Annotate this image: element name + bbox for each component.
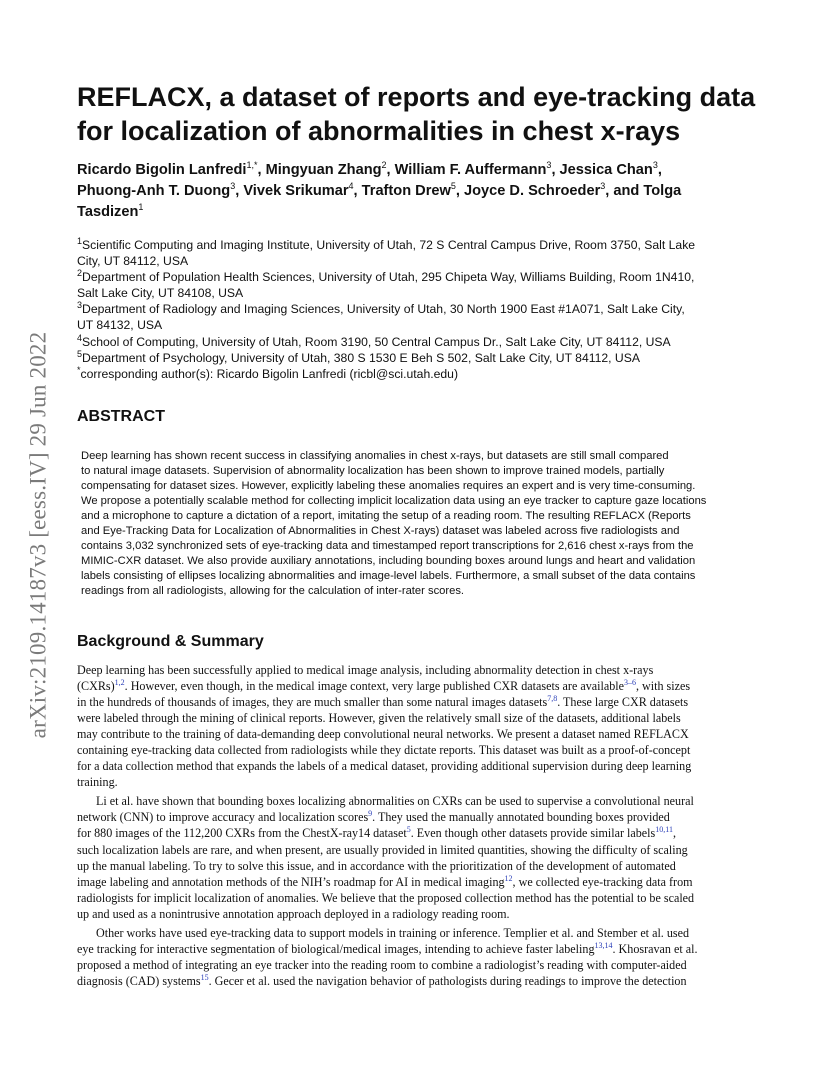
affiliation-line: $^3$Department of Radiology and Imaging Sciences, University of Utah, 30 North 1900 East #1A071, Salt Lake City, [77, 300, 685, 317]
paragraph-3 [77, 925, 753, 989]
reference-superscript: 1,* [246, 160, 258, 171]
body-line: up and used as a nonintrusive annotation approach deployed in a radiology reading room. [77, 906, 510, 921]
abstract-line: and a microphone to capture a dictation of a report, imitating the setup of a reading room. The resulting REFLACX (Reports [81, 509, 691, 522]
body-line: containing eye-tracking data collected from radiologists while they dictate reports. This dataset was built as a proof-of-concept [77, 743, 691, 758]
reference-superscript: 4 [348, 181, 354, 192]
arxiv-identifier-stamp [20, 290, 56, 780]
body-line: network (CNN) to improve accuracy and localization scores$^9$. They used the manually annotated bounding boxes provided [77, 809, 670, 825]
affiliation-line: Salt Lake City, UT 84108, USA [77, 286, 244, 301]
author-list [77, 160, 767, 223]
title-line-2: for localization of abnormalities in chest x-rays [77, 116, 681, 146]
reference-superscript: 3 [652, 160, 658, 171]
body-line: Li et al. have shown that bounding boxes localizing abnormalities on CXRs can be used to supervise a convolutional neural [96, 794, 694, 809]
body-line: for a data collection method that expands the labels of a medical dataset, providing additional supervision during deep learning [77, 759, 692, 774]
affiliation-line: UT 84132, USA [77, 318, 163, 333]
reference-superscript: 9 [368, 809, 373, 819]
body-line: for 880 images of the 112,200 CXRs from the ChestX-ray14 dataset$^5$. Even though other datasets provide similar labels$^{10,11}$, [77, 825, 676, 841]
reference-superscript: 3 [77, 300, 83, 311]
affiliation-list [77, 237, 767, 382]
abstract-line: compensating for dataset sizes. However, explicitly labeling these anomalies requires an expert and is very time-consuming. [81, 479, 696, 492]
reference-superscript: 5 [450, 181, 456, 192]
author-line-2: Phuong-Anh T. Duong$^3$, Vivek Srikumar$^4$, Trafton Drew$^5$, Joyce D. Schroeder$^3$, and Tolga [77, 181, 682, 199]
reference-superscript: 1,2 [114, 678, 125, 688]
abstract-line: MIMIC-CXR dataset. We also provide auxiliary annotations, including bounding boxes around lungs and heart and validation [81, 554, 696, 567]
reference-superscript: 3 [546, 160, 552, 171]
abstract-body [81, 449, 751, 599]
body-line: may contribute to the training of data-demanding deep convolutional neural networks. We present a dataset named REFLACX [77, 727, 689, 742]
body-line: were labeled through the mining of clinical reports. However, given the relatively small size of the datasets, additional labels [77, 711, 681, 726]
reference-superscript: 2 [77, 268, 83, 279]
paragraph-1 [77, 662, 753, 790]
abstract-line: contains 3,032 synchronized sets of eye-tracking data and timestamped report transcriptions for 2,616 chest x-rays from the [81, 539, 694, 552]
affiliation-line: $^1$Scientific Computing and Imaging Institute, University of Utah, 72 S Central Campus Drive, Room 3750, Salt Lake [77, 235, 696, 252]
paragraph-2 [77, 793, 753, 921]
abstract-line: and Eye-Tracking Data for Localization of Abnormalities in Chest X-rays) dataset was labeled across five radiologists and [81, 524, 680, 537]
author-line-1: Ricardo Bigolin Lanfredi$^{1,*}$, Mingyuan Zhang$^2$, William F. Auffermann$^3$, Jessica Chan$^3$, [77, 160, 662, 178]
reference-superscript: 10,11 [655, 825, 673, 835]
body-line: Other works have used eye-tracking data to support models in training or inference. Templier et al. and Stember et al. used [96, 925, 690, 940]
body-line: Deep learning has been successfully applied to medical image analysis, including abnormality detection in chest x-rays [77, 663, 654, 677]
abstract-line: labels consisting of ellipses localizing abnormalities and image-level labels. Furthermore, a small subset of the data contains [81, 569, 696, 582]
background-body [77, 662, 753, 989]
body-line: proposed a method of integrating an eye tracker into the reading room to combine a radiologist’s reading with computer-aided [77, 957, 687, 972]
reference-superscript: 2 [381, 160, 387, 171]
abstract-line: readings from all radiologists, allowing for the calculation of inter-rater scores. [81, 584, 465, 597]
affiliation-line: City, UT 84112, USA [77, 254, 189, 269]
reference-superscript: 7,8 [547, 694, 558, 704]
paper-title [77, 80, 767, 148]
author-line-3: Tasdizen$^1$ [77, 202, 144, 220]
body-line: (CXRs)$^{1,2}$. However, even though, in the medical image context, very large published CXR datasets are available$^{3-6}$, with sizes [77, 678, 691, 694]
body-line: image labeling and annotation methods of the NIH’s roadmap for AI in medical imaging$^{12}$, we collected eye-tracking data from [77, 873, 693, 889]
background-heading: Background & Summary [77, 633, 264, 650]
reference-superscript: 5 [77, 348, 83, 359]
arxiv-identifier-text: arXiv:2109.14187v3 [eess.IV] 29 Jun 2022 [25, 331, 50, 739]
reference-superscript: 3 [600, 181, 606, 192]
reference-superscript: * [77, 364, 81, 375]
reference-superscript: 4 [77, 332, 83, 343]
reference-superscript: 1 [77, 235, 83, 246]
body-line: training. [77, 775, 118, 790]
abstract-line: to natural image datasets. Supervision of abnormality localization has been shown to improve trained models, partially [81, 464, 665, 477]
affiliation-line: $^5$Department of Psychology, University of Utah, 380 S 1530 E Beh S 502, Salt Lake City, UT 84112, USA [77, 348, 640, 365]
title-line-1: REFLACX, a dataset of reports and eye-tracking data [77, 82, 756, 112]
body-line: radiologists for implicit localization of anomalies. We believe that the proposed collection method has the potential to be scaled [77, 890, 695, 905]
affiliation-line: $^4$School of Computing, University of Utah, Room 3190, 50 Central Campus Dr., Salt Lake City, UT 84112, USA [77, 332, 671, 349]
body-line: in the hundreds of thousands of images, they are much smaller than some natural images datasets$^{7,8}$. These large CXR datasets [77, 694, 689, 710]
body-line: such localization labels are rare, and when present, are usually provided in limited quantities, showing the difficulty of scaling [77, 842, 688, 857]
reference-superscript: 13,14 [594, 940, 613, 950]
reference-superscript: 12 [504, 873, 513, 883]
abstract-line: We propose a potentially scalable method for collecting implicit localization data using an eye tracker to capture gaze locations [81, 494, 707, 507]
body-line: eye tracking for interactive segmentation of biological/medical images, intending to achieve faster labeling$^{13,14}$. Khosravan et al. [77, 940, 698, 956]
reference-superscript: 1 [138, 202, 144, 213]
reference-superscript: 15 [200, 972, 209, 982]
affiliation-line: *corresponding author(s): Ricardo Bigolin Lanfredi (ricbl@sci.utah.edu) [77, 364, 459, 381]
abstract-line: Deep learning has shown recent success in classifying anomalies in chest x-rays, but datasets are still small compared [81, 450, 669, 462]
reference-superscript: 3–6 [623, 678, 636, 688]
abstract-heading: ABSTRACT [77, 408, 165, 425]
body-line: diagnosis (CAD) systems$^{15}$. Gecer et al. used the navigation behavior of pathologists during readings to improve the detection [77, 972, 687, 988]
reference-superscript: 3 [230, 181, 236, 192]
body-line: up the manual labeling. To try to solve this issue, and in accordance with the prioritization of the development of automated [77, 858, 676, 873]
reference-superscript: 5 [406, 825, 411, 835]
affiliation-line: $^2$Department of Population Health Sciences, University of Utah, 295 Chipeta Way, Williams Building, Room 1N410, [77, 268, 695, 285]
